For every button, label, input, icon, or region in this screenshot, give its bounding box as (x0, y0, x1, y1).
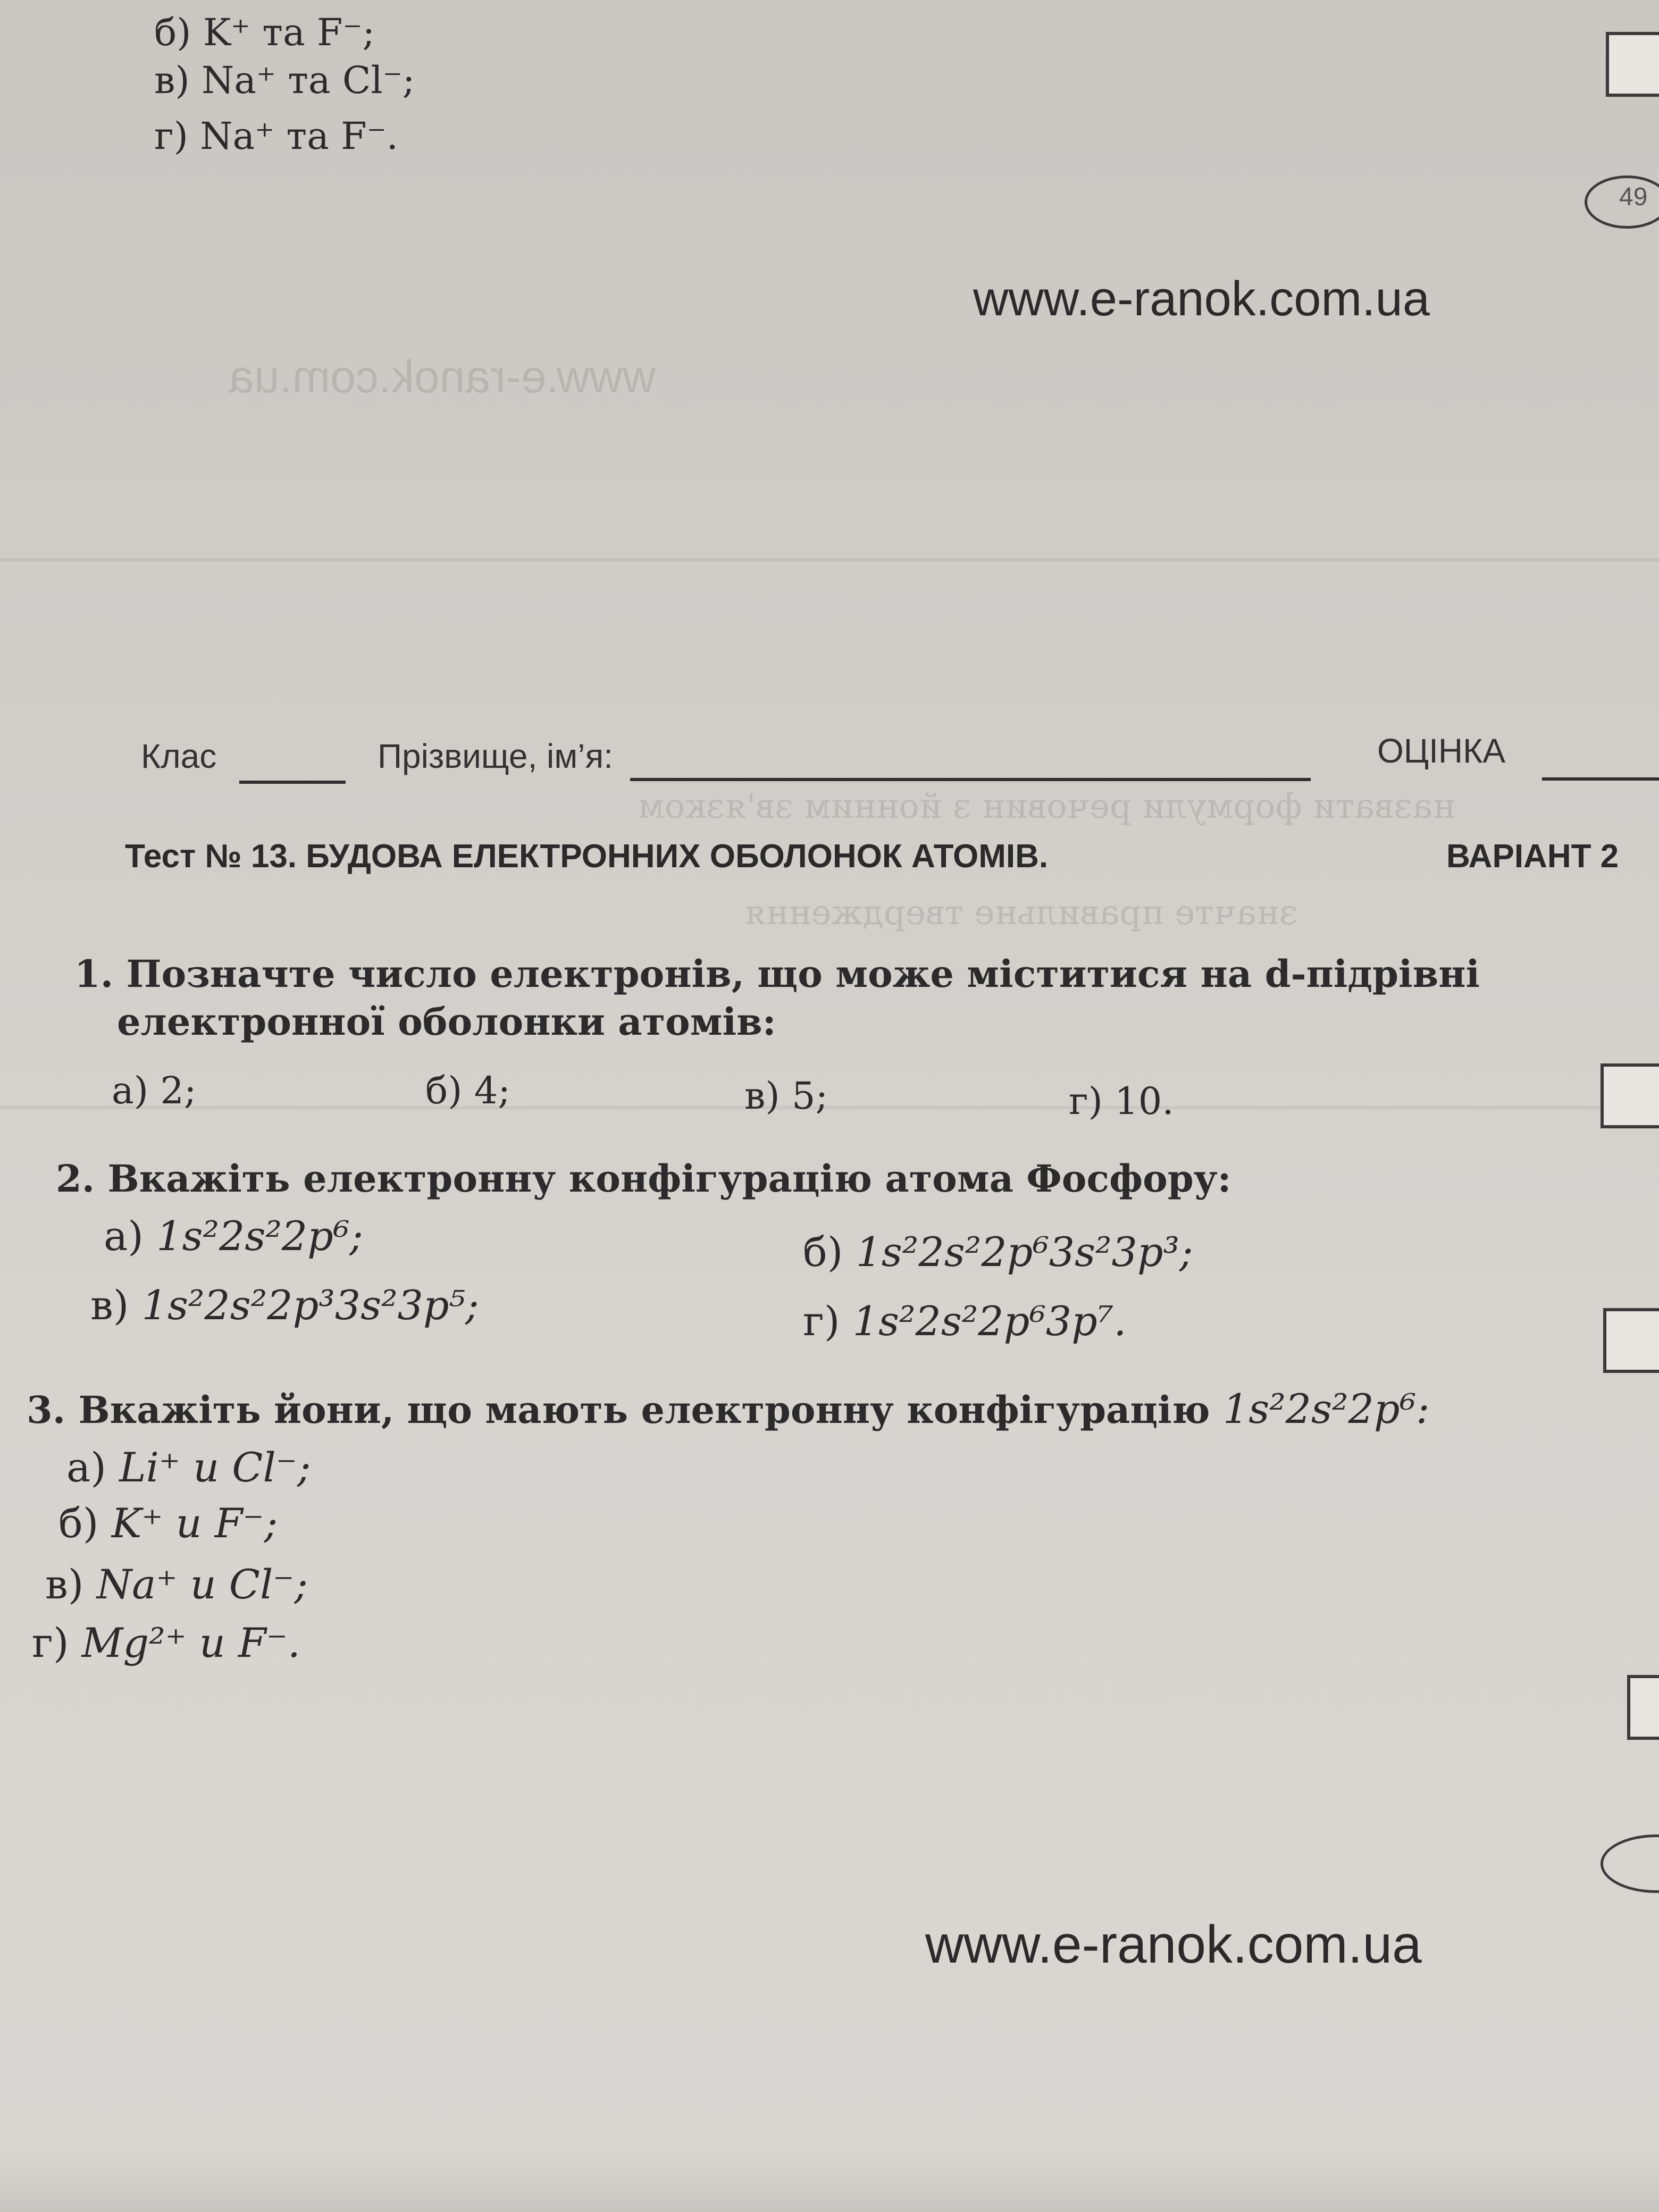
grade-field[interactable] (1542, 777, 1659, 781)
paper-fold (0, 1106, 1659, 1109)
paper-fold (0, 558, 1659, 562)
show-through-text: значте правильне твердження (744, 893, 1298, 933)
q3-option-b[interactable]: б) K⁺ и F⁻; (58, 1499, 278, 1547)
test-title: Тест № 13. БУДОВА ЕЛЕКТРОННИХ ОБОЛОНОК АТОМІВ. (125, 838, 1049, 875)
q1-option-a[interactable]: а) 2; (112, 1069, 197, 1112)
question-number: 3. (27, 1388, 66, 1432)
question-number: 1. (74, 952, 114, 996)
answer-box[interactable] (1627, 1675, 1659, 1740)
q3-option-g[interactable]: г) Mg²⁺ и F⁻. (32, 1619, 300, 1666)
publisher-url-bottom: www.e-ranok.com.ua (925, 1915, 1422, 1974)
question-1-line2: електронної оболонки атомів: (117, 1000, 776, 1044)
question-text: Позначте число електронів, що може міститися на d-підрівні (126, 952, 1480, 996)
page-number: 49 (1619, 183, 1648, 211)
show-through-text: назвати формули речовин з йонним зв'язком (638, 787, 1456, 826)
name-field[interactable] (630, 778, 1311, 781)
question-text: Вкажіть електронну конфігурацію атома Фосфору: (107, 1157, 1231, 1201)
prev-option: б) K⁺ та F⁻; (154, 11, 375, 54)
variant-label: ВАРІАНТ 2 (1446, 838, 1619, 875)
q1-option-g[interactable]: г) 10. (1069, 1079, 1174, 1123)
q2-option-a[interactable]: а) 1s²2s²2p⁶; (104, 1212, 363, 1260)
q3-option-a[interactable]: а) Li⁺ и Cl⁻; (66, 1444, 311, 1491)
prev-option: г) Na⁺ та F⁻. (154, 114, 398, 158)
q1-option-v[interactable]: в) 5; (744, 1074, 828, 1118)
publisher-url-top: www.e-ranok.com.ua (973, 272, 1430, 326)
q2-option-v[interactable]: в) 1s²2s²2p³3s²3p⁵; (90, 1281, 479, 1329)
target-configuration: 1s²2s²2p⁶: (1222, 1385, 1430, 1432)
page-number-badge (1585, 175, 1659, 229)
answer-box[interactable] (1606, 32, 1659, 97)
show-through-url: www.e-ranok.com.ua (229, 351, 656, 403)
name-label: Прізвище, ім’я: (378, 737, 613, 775)
answer-box[interactable] (1601, 1063, 1659, 1128)
question-text: Вкажіть йони, що мають електронну конфігурацію (78, 1388, 1210, 1432)
class-label: Клас (141, 737, 217, 775)
question-2 (56, 1157, 1231, 1201)
question-3 (27, 1385, 1430, 1432)
question-1 (74, 952, 1480, 996)
q1-option-b[interactable]: б) 4; (425, 1069, 510, 1112)
q2-option-b[interactable]: б) 1s²2s²2p⁶3s²3p³; (803, 1228, 1193, 1276)
paper-shadow (0, 2148, 1659, 2212)
grade-label: ОЦІНКА (1377, 732, 1506, 770)
question-number: 2. (56, 1157, 95, 1201)
answer-box[interactable] (1603, 1308, 1659, 1373)
page-corner-mark (1601, 1834, 1659, 1893)
prev-option: в) Na⁺ та Cl⁻; (154, 58, 415, 102)
class-field[interactable] (239, 781, 346, 784)
q3-option-v[interactable]: в) Na⁺ и Cl⁻; (45, 1561, 308, 1608)
q2-option-g[interactable]: г) 1s²2s²2p⁶3p⁷. (803, 1297, 1127, 1345)
